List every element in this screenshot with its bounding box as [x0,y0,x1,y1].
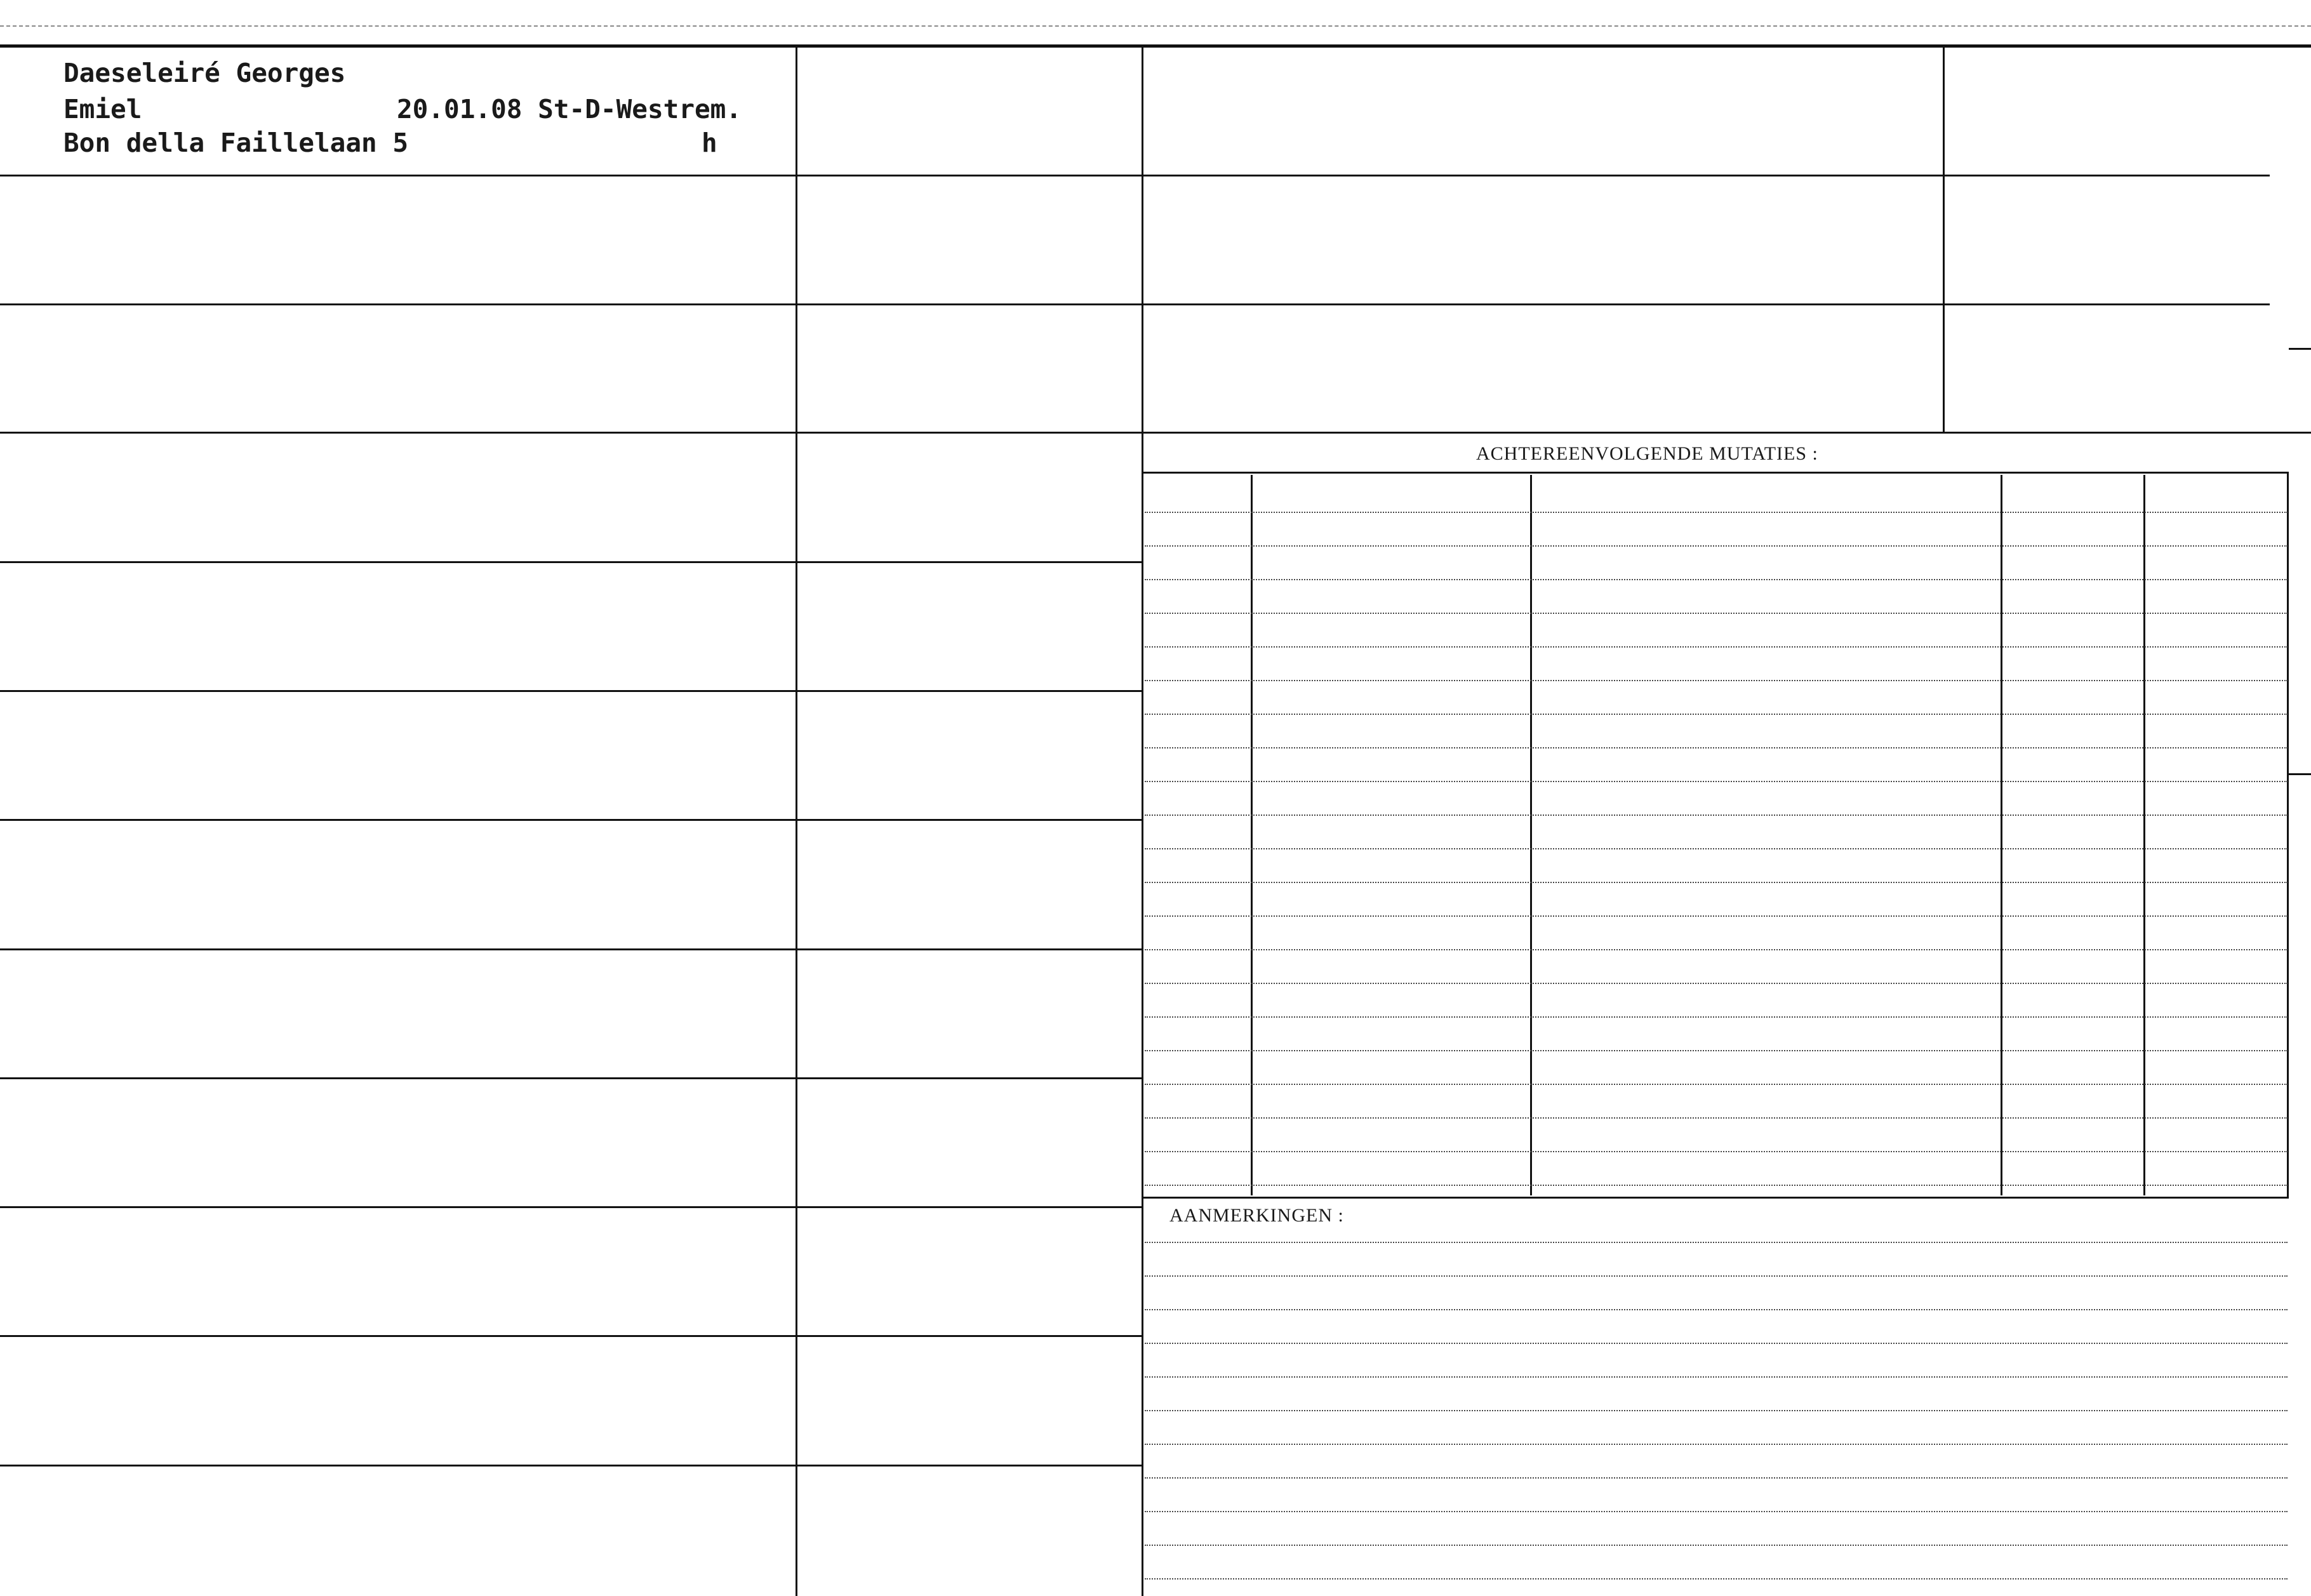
birth-date-place: 20.01.08 St-D-Westrem. [397,94,742,124]
row-line [0,819,1143,821]
mutations-bottom-border [1143,1197,2289,1199]
mutations-col-divider [1530,475,1532,1195]
mutations-entry-line [1145,949,2288,950]
remarks-line [1145,1410,2288,1411]
mutations-entry-line [1145,1050,2288,1051]
main-divider [1142,48,1143,1596]
mutations-entry-line [1145,882,2288,883]
mutations-entry-line [1145,646,2288,648]
mutations-entry-line [1145,781,2288,782]
remarks-line [1145,1477,2288,1479]
mutations-entry-line [1145,848,2288,849]
right-row-line [1143,175,2270,176]
mutations-col-divider [2001,475,2002,1195]
mutations-entry-line [1145,512,2288,513]
row-line [0,690,1143,692]
remarks-line [1145,1511,2288,1512]
remarks-line [1145,1444,2288,1445]
edge-tick [2289,348,2311,350]
mutations-entry-line [1145,545,2288,547]
right-top-divider [1943,48,1945,432]
edge-tick [2289,773,2311,775]
mutations-entry-line [1145,747,2288,748]
mutations-entry-line [1145,680,2288,681]
mutations-heading: ACHTEREENVOLGENDE MUTATIES : [1476,443,1818,464]
remarks-heading: AANMERKINGEN : [1169,1205,1344,1226]
right-row-line [1143,303,2270,305]
row-line [0,1077,1143,1079]
remarks-line [1145,1545,2288,1546]
mutations-entry-line [1145,983,2288,984]
top-border [0,44,2311,48]
mutations-entry-line [1145,613,2288,614]
remarks-line [1145,1376,2288,1378]
row-line [0,303,1143,305]
row-line [0,175,1143,176]
firstname: Emiel [63,94,142,124]
mutations-entry-line [1145,714,2288,715]
mutations-entry-line [1145,1151,2288,1152]
mutations-entry-line [1145,1084,2288,1085]
row-line [0,432,1143,434]
mutations-entry-line [1145,1185,2288,1186]
row-line [0,948,1143,950]
remarks-line [1145,1578,2288,1579]
mutations-right-border [2287,472,2289,1199]
mutations-entry-line [1145,1117,2288,1119]
mutations-entry-line [1145,579,2288,580]
mark: h [702,128,717,158]
mutations-entry-line [1145,1016,2288,1018]
row-line [0,1335,1143,1337]
remarks-line [1145,1275,2288,1277]
mutations-top-border [1143,472,2289,474]
left-column-divider [796,48,797,1596]
row-line [0,561,1143,563]
row-line [0,1465,1143,1466]
remarks-line [1145,1242,2288,1243]
mutations-col-divider [2143,475,2145,1195]
mutations-entry-line [1145,815,2288,816]
name-line: Daeseleiré Georges [63,58,346,88]
mutations-entry-line [1145,915,2288,917]
remarks-line [1145,1343,2288,1344]
scan-edge-noise [0,25,2311,27]
row-line [0,1206,1143,1208]
address: Bon della Faillelaan 5 [63,128,409,158]
remarks-line [1145,1309,2288,1310]
right-row-line [1143,432,2311,434]
mutations-col-divider [1251,475,1253,1195]
